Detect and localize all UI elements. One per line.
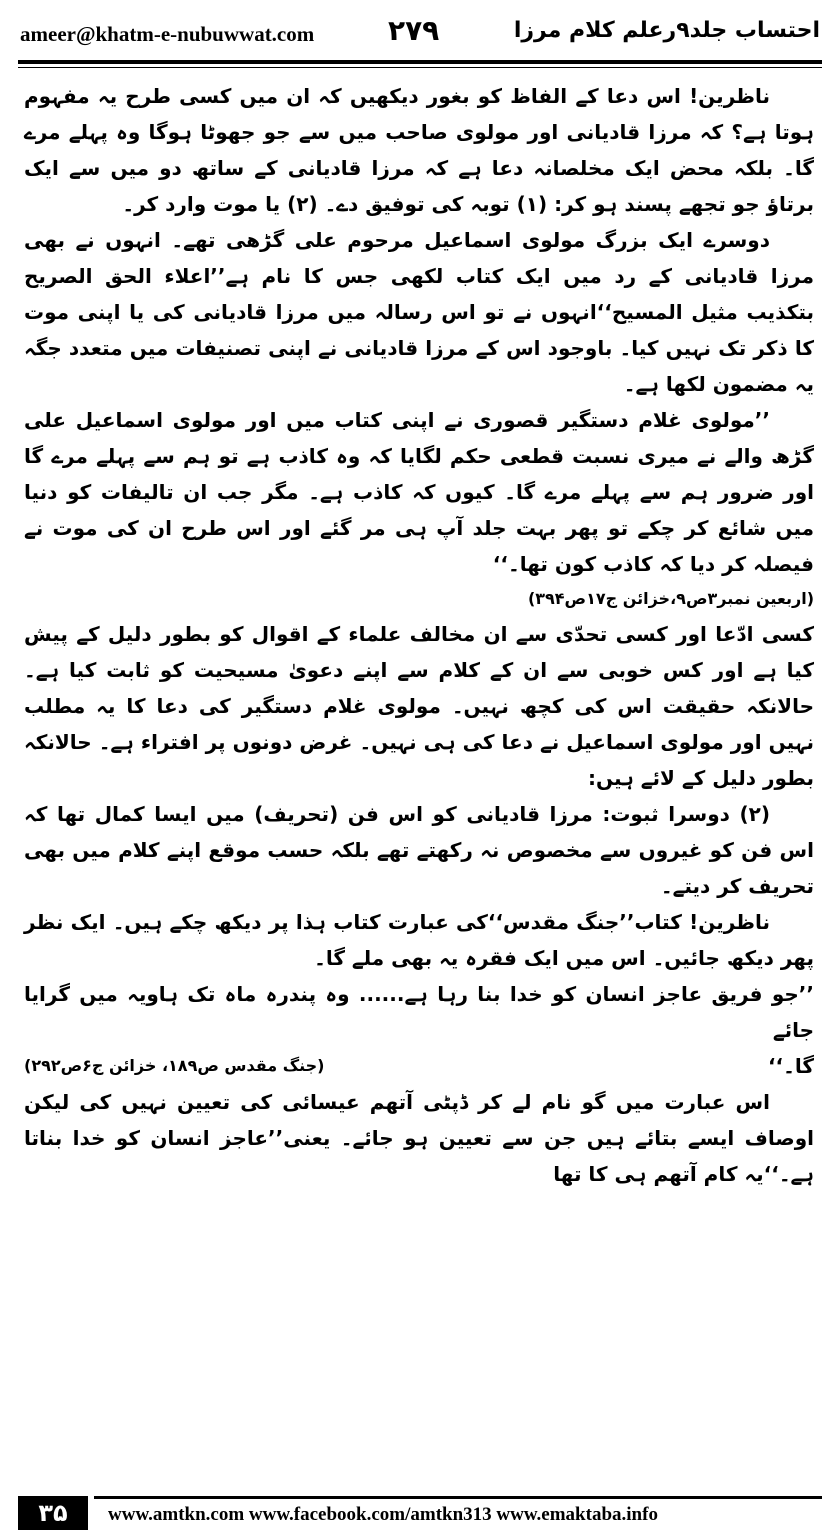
header-page-number: ۲۷۹ — [388, 14, 440, 47]
page-header — [18, 12, 822, 58]
footer-page-badge: ۳۵ — [18, 1496, 88, 1530]
header-email: ameer@khatm-e-nubuwwat.com — [20, 22, 315, 46]
paragraph-6: ناظرین! کتاب’’جنگ مقدس‘‘کی عبارت کتاب ہذا پر دیکھ چکے ہیں۔ ایک نظر پھر دیکھ جائیں۔ اس میں ایک فقرہ یہ بھی ملے گا۔ — [24, 910, 814, 970]
paragraph-8: اس عبارت میں گو نام لے کر ڈپٹی آتھم عیسائی کی تعیین نہیں کی لیکن اوصاف ایسے بتائے ہیں جن سے تعیین ہو جائے۔ یعنی’’عاجز انسان کو خدا بناتا ہے۔‘‘یہ کام آتھم ہی کا تھا — [24, 1090, 814, 1186]
quote-2-end: گا۔‘‘ — [767, 1054, 814, 1078]
quote-2: ’’جو فریق عاجز انسان کو خدا بنا رہا ہے...... وہ پندرہ ماہ تک ہاویہ میں گرایا جائے — [24, 982, 814, 1042]
header-rule — [18, 60, 822, 64]
header-title: احتساب جلد۹رعلم کلام مرزا — [513, 18, 820, 43]
footer-links: www.amtkn.com www.facebook.com/amtkn313 www.emaktaba.info — [108, 1504, 658, 1525]
paragraph-4: کسی ادّعا اور کسی تحدّی سے ان مخالف علماء کے اقوال کو بطور دلیل کے پیش کیا ہے اور کس خوبی سے ان کے کلام سے اپنے دعویٰ مسیحیت کو ثابت کیا ہے۔ حالانکہ حقیقت اس کی کچھ نہیں۔ مولوی غلام دستگیر کی دعا کا یہ مطلب نہیں اور مولوی اسماعیل نے دعا کی ہی نہیں۔ غرض دونوں پر افتراء ہے۔ حالانکہ بطور دلیل کے لائے ہیں: — [24, 622, 814, 790]
paragraph-1: ناظرین! اس دعا کے الفاظ کو بغور دیکھیں کہ ان میں کسی طرح یہ مفہوم ہوتا ہے؟ کہ مرزا قادیانی اور مولوی صاحب میں سے جو جھوٹا ہوگا وہ پہلے مرے گا۔ بلکہ محض ایک مخلصانہ دعا ہے کہ مرزا قادیانی کے ساتھ دو میں سے ایک برتاؤ جو تجھے پسند ہو کر: (۱) توبہ کی توفیق دے۔ (۲) یا موت وارد کر۔ — [24, 84, 814, 216]
main-text — [24, 78, 814, 1192]
paragraph-5: (۲) دوسرا ثبوت: مرزا قادیانی کو اس فن (تحریف) میں ایسا کمال تھا کہ اس فن کو غیروں سے مخصوص نہ رکھتے تھے بلکہ حسب موقع اپنے کلام میں بھی تحریف کر دیتے۔ — [24, 802, 814, 898]
footer-rule — [94, 1496, 822, 1499]
header-rule-thin — [18, 67, 822, 68]
paragraph-2: دوسرے ایک بزرگ مولوی اسماعیل مرحوم علی گڑھی تھے۔ انہوں نے بھی مرزا قادیانی کے رد میں ایک کتاب لکھی جس کا نام ہے’’اعلاء الحق الصریح بتکذیب مثیل المسیح‘‘انہوں نے تو اس رسالہ میں مرزا قادیانی کی یا اپنی موت کا ذکر تک نہیں کیا۔ باوجود اس کے مرزا قادیانی نے اپنی تصنیفات میں متعدد جگہ یہ مضمون لکھا ہے۔ — [24, 228, 814, 396]
page-footer — [18, 1496, 822, 1530]
quote-1: ’’مولوی غلام دستگیر قصوری نے اپنی کتاب میں اور مولوی اسماعیل علی گڑھ والے نے میری نسبت قطعی حکم لگایا کہ وہ کاذب ہے تو ہم سے پہلے مرے گا اور ضرور ہم سے پہلے مرے گا۔ کیوں کہ کاذب ہے۔ مگر جب ان تالیفات کو دنیا میں شائع کر چکے تو پھر بہت جلد آپ ہی مر گئے اور اس طرح ان کی موت نے فیصلہ کر دیا کہ کاذب کون تھا۔‘‘ — [24, 408, 814, 576]
citation-2: (جنگ مقدس ص۱۸۹، خزائن ج۶ص۲۹۲) — [24, 1056, 325, 1075]
quote-2-end-line — [24, 1048, 814, 1084]
citation-1: (اربعین نمبر۳ص۹،خزائن ج۱۷ص۳۹۴) — [527, 589, 814, 608]
